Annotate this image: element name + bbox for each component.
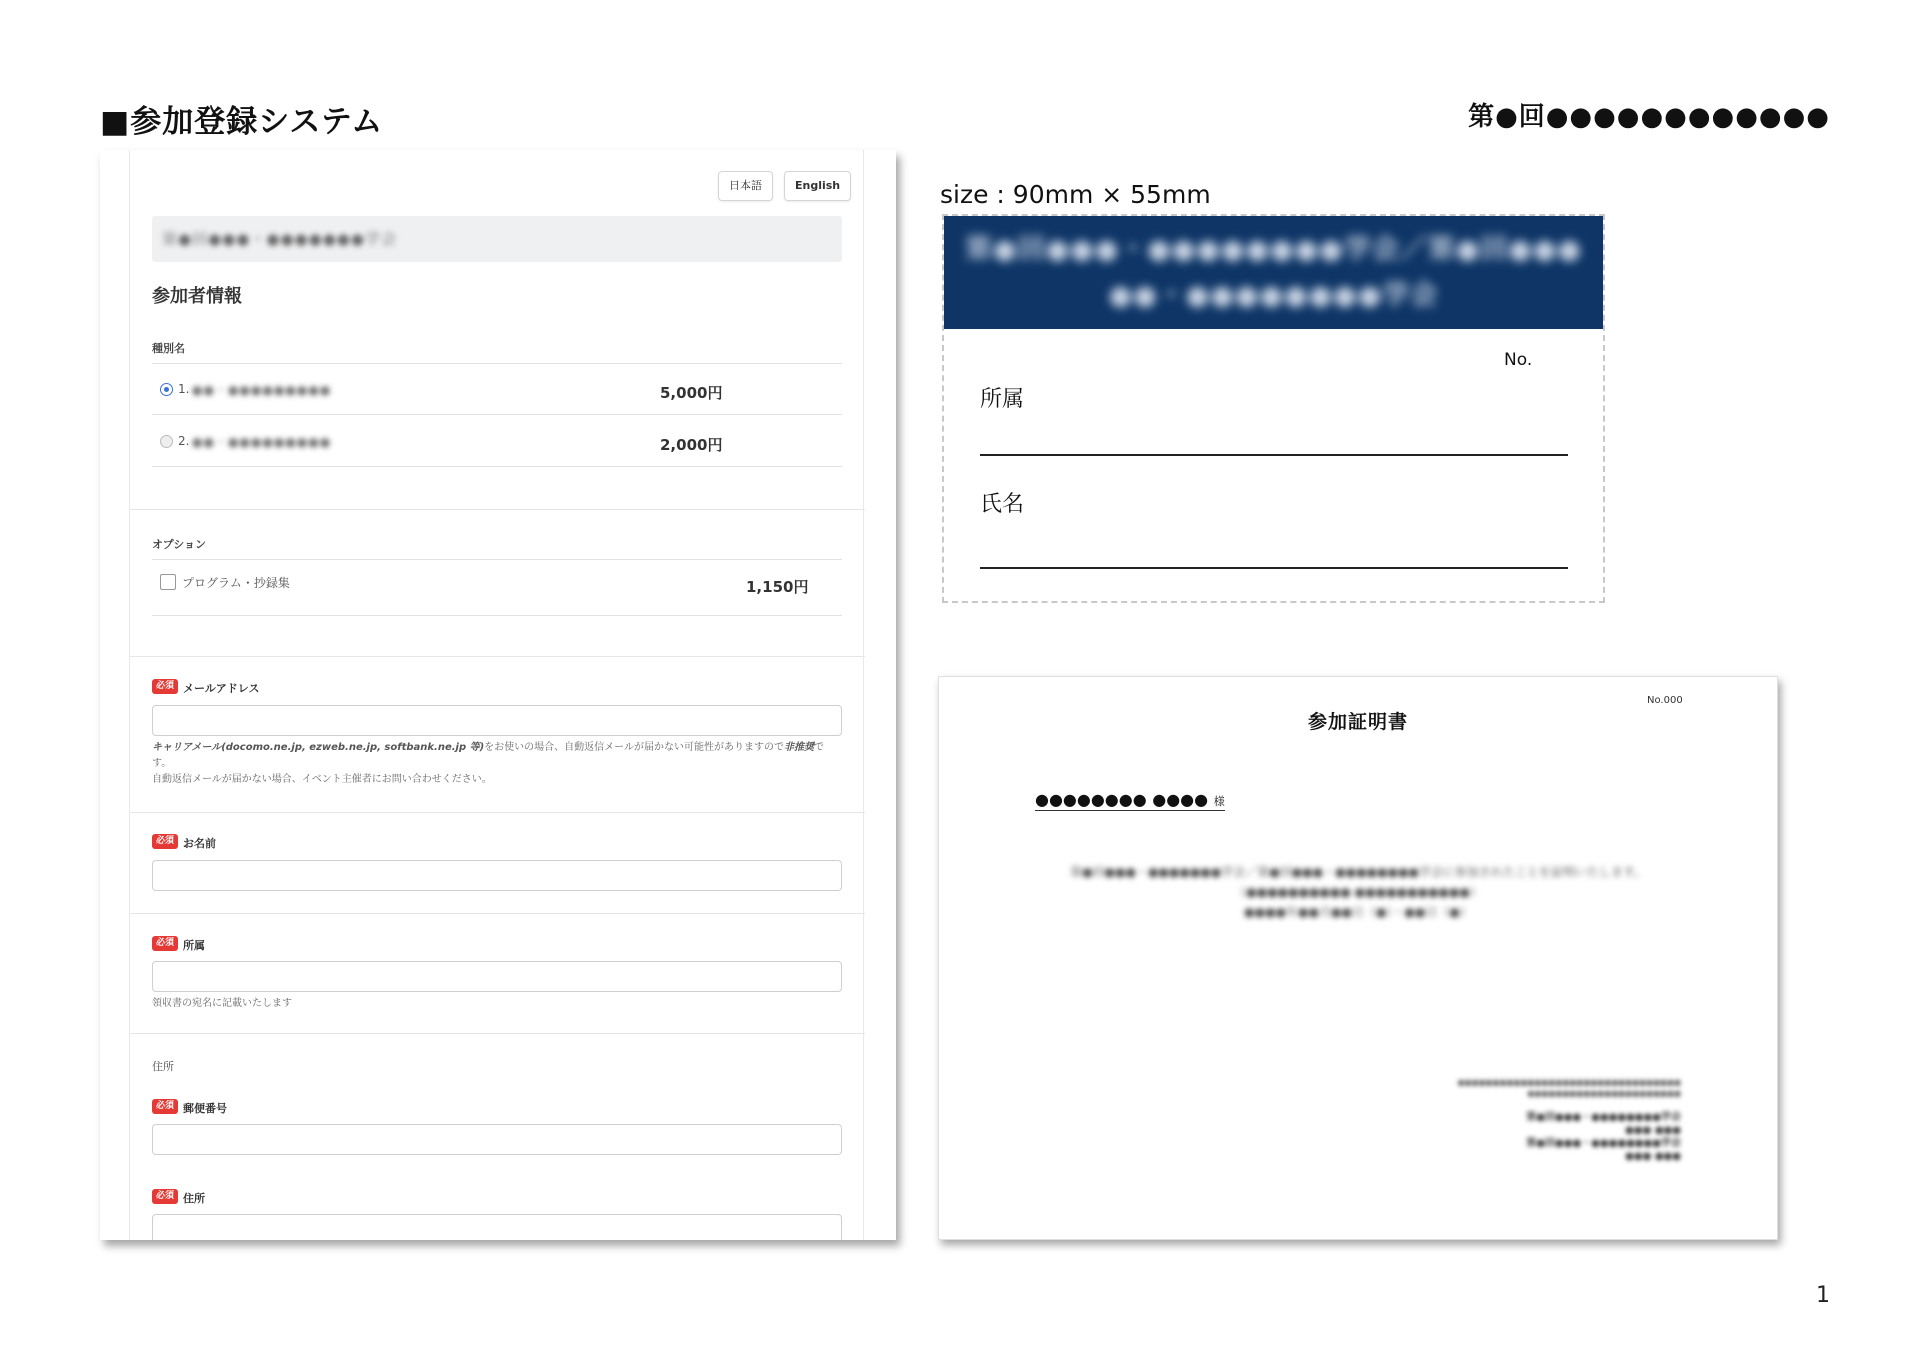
- lang-japanese-button[interactable]: 日本語: [718, 171, 773, 201]
- card-header: [944, 216, 1603, 329]
- certificate-recipient: [1035, 790, 1225, 811]
- email-note-emphasis: 非推奨: [783, 742, 814, 753]
- participation-certificate: [938, 676, 1778, 1240]
- section-divider: [130, 509, 865, 510]
- card-size-label: size : 90mm × 55mm: [940, 180, 1211, 209]
- divider: [152, 559, 842, 560]
- required-badge: 必須: [152, 1189, 178, 1204]
- page-title: ■参加登録システム: [100, 104, 384, 140]
- email-note-contact: 自動返信メールが届かない場合、イベント主催者にお問い合わせください。: [152, 774, 492, 785]
- divider: [152, 414, 842, 415]
- divider: [152, 615, 842, 616]
- option-price: 2,000円: [660, 436, 723, 454]
- category-label: 種別名: [152, 342, 185, 355]
- required-badge: 必須: [152, 1099, 178, 1114]
- option-number: 1.: [178, 382, 190, 396]
- lang-english-button[interactable]: English: [784, 171, 851, 201]
- signature-line-4: ●●● ●●●: [1625, 1151, 1681, 1162]
- card-name-line: [980, 567, 1568, 569]
- affiliation-note: 領収書の宛名に記載いたします: [152, 998, 292, 1009]
- email-field[interactable]: [152, 705, 842, 736]
- signature-small-1: ●●●●●●●●●●●●●●●●●●●●●●●●●●●●●●●●: [1457, 1078, 1681, 1087]
- certificate-body: [939, 862, 1777, 922]
- program-checkbox[interactable]: [160, 574, 176, 590]
- section-divider: [130, 913, 865, 914]
- card-affiliation-label: 所属: [980, 387, 1025, 412]
- participant-info-title: 参加者情報: [152, 286, 242, 307]
- option-item-price: 1,150円: [746, 578, 809, 596]
- certificate-body-line2: （●●●●●●●●●● ●●●●●●●●●●●）: [1234, 885, 1482, 899]
- option-name: ●●・●●●●●●●●●: [192, 383, 332, 397]
- signature-line-3: 第●回●●●・●●●●●●●●学会: [1526, 1138, 1681, 1149]
- email-note-end: です。: [152, 742, 824, 769]
- address-label: 住所: [183, 1192, 205, 1205]
- email-label: メールアドレス: [183, 682, 260, 695]
- affiliation-field[interactable]: [152, 961, 842, 992]
- card-header-line2: ●●・●●●●●●●●学会: [1108, 279, 1439, 311]
- required-badge: 必須: [152, 834, 178, 849]
- affiliation-label: 所属: [183, 939, 205, 952]
- divider: [152, 363, 842, 364]
- registration-form-screenshot: [100, 150, 896, 1240]
- name-label: お名前: [183, 837, 216, 850]
- card-header-line1: 第●回●●●・●●●●●●●●学会／第●回●●●: [965, 233, 1582, 265]
- certificate-signature: [1458, 1077, 1681, 1163]
- option-label: オプション: [152, 538, 207, 551]
- postal-label: 郵便番号: [183, 1102, 227, 1115]
- email-note: [152, 740, 842, 788]
- option-name: ●●・●●●●●●●●●: [192, 435, 332, 449]
- divider: [152, 466, 842, 467]
- address-field[interactable]: [152, 1214, 842, 1240]
- section-divider: [130, 656, 865, 657]
- radio-selected[interactable]: [160, 383, 173, 396]
- option-item-label: プログラム・抄録集: [182, 576, 290, 590]
- certificate-body-line1: 第●回●●●・●●●●●●●学会／第●回●●●・●●●●●●●●学会に参加されたことを証明いたします。: [1070, 865, 1646, 879]
- signature-small-2: ●●●●●●●●●●●●●●●●●●●●●●: [1527, 1089, 1681, 1098]
- recipient-name: ●●●●●●●● ●●●●: [1035, 790, 1209, 809]
- section-divider: [130, 812, 865, 813]
- registration-form: [129, 150, 864, 1240]
- email-note-text: をお使いの場合、自動返信メールが届かない可能性がありますので: [484, 742, 784, 753]
- required-badge: 必須: [152, 936, 178, 951]
- event-banner: [152, 216, 842, 262]
- page-number: 1: [1816, 1283, 1830, 1308]
- signature-line-2: ●●● ●●●: [1625, 1125, 1681, 1136]
- card-affiliation-line: [980, 454, 1568, 456]
- event-banner-text: 第●回●●●・●●●●●●●学会: [162, 230, 397, 248]
- certificate-number: No.000: [1647, 695, 1683, 706]
- name-card: [942, 214, 1605, 603]
- recipient-honorific: 様: [1213, 795, 1225, 808]
- email-note-carrier: キャリアメール(docomo.ne.jp, ezweb.ne.jp, softbank.ne.jp 等): [152, 742, 485, 753]
- required-badge: 必須: [152, 679, 178, 694]
- option-price: 5,000円: [660, 384, 723, 402]
- signature-line-1: 第●回●●●・●●●●●●●●学会: [1526, 1112, 1681, 1123]
- address-section-label: 住所: [152, 1060, 174, 1073]
- radio-unselected[interactable]: [160, 435, 173, 448]
- card-number-label: No.: [1504, 350, 1533, 370]
- section-divider: [130, 1033, 865, 1034]
- event-name: 第●回●●●●●●●●●●●●: [1468, 102, 1830, 132]
- postal-code-field[interactable]: [152, 1124, 842, 1155]
- certificate-title: 参加証明書: [1307, 711, 1408, 733]
- certificate-body-line3: ●●●●年●●月●●日（●）・●●日（●）: [1244, 905, 1472, 919]
- option-number: 2.: [178, 434, 190, 448]
- card-name-label: 氏名: [980, 492, 1025, 517]
- name-field[interactable]: [152, 860, 842, 891]
